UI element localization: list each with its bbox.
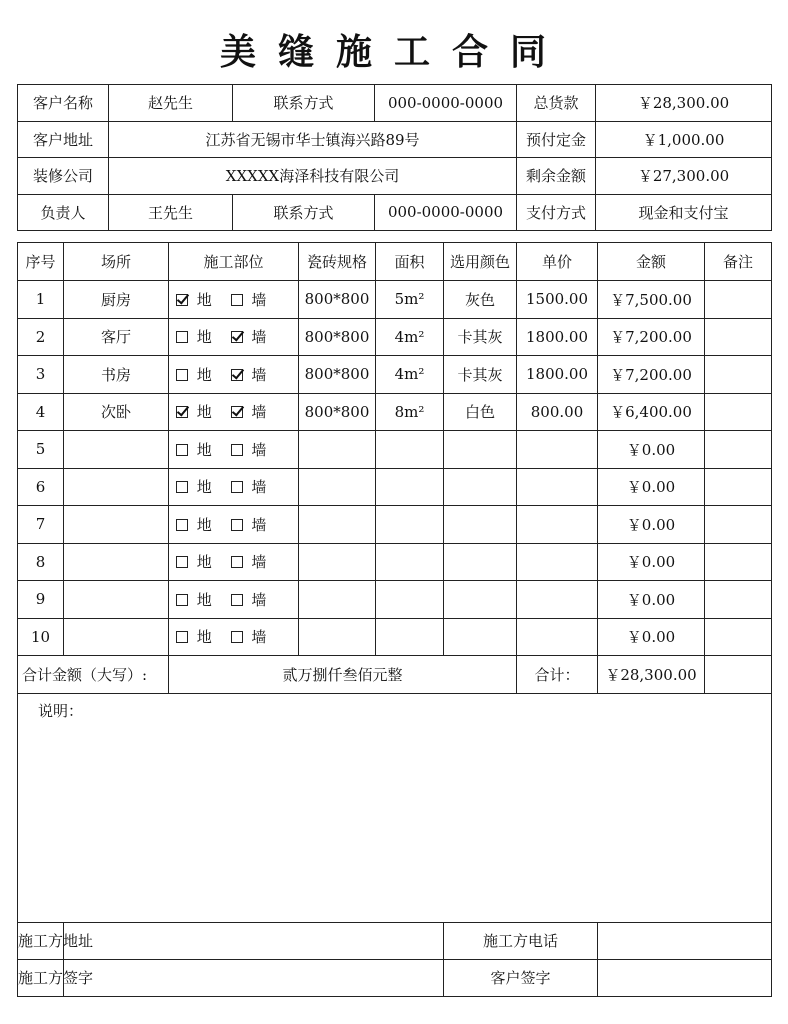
row-price[interactable] [517,431,598,469]
table-row [18,431,772,469]
customer-signature-value[interactable] [598,959,772,996]
customer-name-label: 客户名称 [18,85,109,122]
address-value[interactable]: 江苏省无锡市华士镇海兴路89号 [109,121,517,158]
row-remark[interactable] [705,356,772,394]
info-row-customer [18,85,772,122]
floor-label: 地 [196,553,212,572]
wall-checkbox[interactable] [231,594,243,606]
row-spec[interactable]: 800*800 [299,281,376,319]
row-price[interactable] [517,468,598,506]
contact-value[interactable]: 000-0000-0000 [375,85,517,122]
total-words-value[interactable]: 贰万捌仟叁佰元整 [169,656,517,694]
wall-label: 墙 [251,628,267,647]
row-area[interactable]: 5m² [376,281,444,319]
company-label: 装修公司 [18,158,109,195]
wall-checkbox[interactable] [231,444,243,456]
table-row [18,318,772,356]
row-position [169,468,299,506]
row-spec[interactable]: 800*800 [299,356,376,394]
row-position [169,543,299,581]
row-spec[interactable] [299,468,376,506]
total-remark-cell[interactable] [705,656,772,694]
deposit-value[interactable]: ￥1,000.00 [596,121,772,158]
address-label: 客户地址 [18,121,109,158]
row-position [169,356,299,394]
header-tile-spec: 瓷砖规格 [299,243,376,281]
row-price[interactable] [517,618,598,656]
floor-checkbox[interactable] [176,406,188,418]
table-row [18,468,772,506]
row-color[interactable] [444,618,517,656]
manager-contact-value[interactable]: 000-0000-0000 [375,194,517,231]
row-color[interactable] [444,581,517,619]
row-area[interactable] [376,506,444,544]
row-place[interactable] [64,581,169,619]
wall-label: 墙 [251,328,267,347]
wall-checkbox[interactable] [231,331,243,343]
items-header-row [18,243,772,281]
table-row [18,581,772,619]
total-price-label: 总货款 [517,85,596,122]
row-spec[interactable] [299,543,376,581]
total-sum-label: 合计： [517,656,598,694]
wall-label: 墙 [251,590,267,609]
row-area[interactable] [376,543,444,581]
row-place[interactable] [64,431,169,469]
row-area[interactable]: 8m² [376,393,444,431]
row-no: 4 [18,393,64,431]
remaining-label: 剩余金额 [517,158,596,195]
row-position [169,318,299,356]
row-no: 1 [18,281,64,319]
row-amount[interactable]: ￥0.00 [598,618,705,656]
row-no: 8 [18,543,64,581]
header-position: 施工部位 [169,243,299,281]
floor-label: 地 [196,515,212,534]
row-price[interactable] [517,543,598,581]
table-row [18,506,772,544]
floor-checkbox[interactable] [176,369,188,381]
row-no: 7 [18,506,64,544]
row-no: 5 [18,431,64,469]
row-no: 2 [18,318,64,356]
table-row [18,543,772,581]
floor-checkbox[interactable] [176,331,188,343]
row-place[interactable]: 次卧 [64,393,169,431]
row-place[interactable] [64,543,169,581]
contractor-signature-label: 施工方签字 [18,959,64,996]
row-position [169,393,299,431]
manager-label: 负责人 [18,194,109,231]
row-price[interactable] [517,506,598,544]
contractor-phone-label: 施工方电话 [444,922,598,959]
row-amount[interactable]: ￥7,200.00 [598,356,705,394]
row-remark[interactable] [705,581,772,619]
row-no: 9 [18,581,64,619]
table-row [18,618,772,656]
row-color[interactable] [444,506,517,544]
notes-label: 说明： [38,701,84,720]
header-no: 序号 [18,243,64,281]
deposit-label: 预付定金 [517,121,596,158]
row-no: 3 [18,356,64,394]
row-remark[interactable] [705,618,772,656]
wall-label: 墙 [251,403,267,422]
row-area[interactable] [376,618,444,656]
row-color[interactable]: 卡其灰 [444,356,517,394]
row-price[interactable]: 1800.00 [517,356,598,394]
row-position [169,431,299,469]
wall-label: 墙 [251,553,267,572]
contractor-signature-value[interactable] [64,959,444,996]
remaining-value[interactable]: ￥27,300.00 [596,158,772,195]
row-remark[interactable] [705,506,772,544]
wall-label: 墙 [251,515,267,534]
row-no: 6 [18,468,64,506]
floor-checkbox[interactable] [176,631,188,643]
row-price[interactable] [517,581,598,619]
total-sum-value[interactable]: ￥28,300.00 [598,656,705,694]
row-area[interactable]: 4m² [376,356,444,394]
customer-signature-label: 客户签字 [444,959,598,996]
footer-row-address [18,922,772,959]
wall-checkbox[interactable] [231,481,243,493]
row-color[interactable] [444,468,517,506]
row-position [169,281,299,319]
wall-checkbox[interactable] [231,631,243,643]
row-remark[interactable] [705,543,772,581]
contractor-address-value[interactable] [64,922,444,959]
header-amount: 金额 [598,243,705,281]
wall-checkbox[interactable] [231,369,243,381]
row-position [169,618,299,656]
wall-label: 墙 [251,290,267,309]
row-remark[interactable] [705,468,772,506]
row-place[interactable] [64,468,169,506]
contact-label: 联系方式 [233,85,375,122]
header-place: 场所 [64,243,169,281]
total-words-label: 合计金额（大写）: [18,656,169,694]
notes-area[interactable] [18,693,772,922]
floor-checkbox[interactable] [176,556,188,568]
row-spec[interactable]: 800*800 [299,393,376,431]
wall-label: 墙 [251,478,267,497]
wall-label: 墙 [251,440,267,459]
footer-row-signature [18,959,772,996]
row-area[interactable] [376,468,444,506]
total-price-value[interactable]: ￥28,300.00 [596,85,772,122]
row-area[interactable] [376,431,444,469]
info-row-company [18,158,772,195]
row-amount[interactable]: ￥0.00 [598,506,705,544]
floor-label: 地 [196,403,212,422]
header-unit-price: 单价 [517,243,598,281]
row-price[interactable]: 1800.00 [517,318,598,356]
row-remark[interactable] [705,393,772,431]
header-remark: 备注 [705,243,772,281]
floor-label: 地 [196,440,212,459]
row-spec[interactable]: 800*800 [299,318,376,356]
row-area[interactable]: 4m² [376,318,444,356]
row-amount[interactable]: ￥6,400.00 [598,393,705,431]
info-row-address [18,121,772,158]
table-row [18,281,772,319]
row-no: 10 [18,618,64,656]
floor-label: 地 [196,290,212,309]
customer-info-table [17,84,772,231]
manager-contact-label: 联系方式 [233,194,375,231]
floor-checkbox[interactable] [176,594,188,606]
row-amount[interactable]: ￥0.00 [598,581,705,619]
row-color[interactable]: 卡其灰 [444,318,517,356]
wall-checkbox[interactable] [231,519,243,531]
page-title: 美缝施工合同 [219,31,568,73]
floor-checkbox[interactable] [176,444,188,456]
row-spec[interactable] [299,431,376,469]
header-area: 面积 [376,243,444,281]
row-amount[interactable]: ￥0.00 [598,431,705,469]
wall-checkbox[interactable] [231,294,243,306]
table-row [18,393,772,431]
row-price[interactable]: 1500.00 [517,281,598,319]
payment-method-label: 支付方式 [517,194,596,231]
contractor-address-label: 施工方地址 [18,922,64,959]
row-amount[interactable]: ￥0.00 [598,543,705,581]
floor-label: 地 [196,365,212,384]
row-spec[interactable] [299,581,376,619]
row-place[interactable]: 书房 [64,356,169,394]
row-place[interactable] [64,506,169,544]
row-color[interactable]: 白色 [444,393,517,431]
company-value[interactable]: XXXXX海泽科技有限公司 [109,158,517,195]
row-price[interactable]: 800.00 [517,393,598,431]
row-remark[interactable] [705,431,772,469]
wall-checkbox[interactable] [231,556,243,568]
row-area[interactable] [376,581,444,619]
row-color[interactable] [444,543,517,581]
floor-checkbox[interactable] [176,481,188,493]
floor-checkbox[interactable] [176,519,188,531]
row-place[interactable]: 厨房 [64,281,169,319]
contractor-phone-value[interactable] [598,922,772,959]
row-amount[interactable]: ￥7,500.00 [598,281,705,319]
row-amount[interactable]: ￥0.00 [598,468,705,506]
wall-label: 墙 [251,365,267,384]
floor-label: 地 [196,590,212,609]
floor-label: 地 [196,478,212,497]
row-remark[interactable] [705,318,772,356]
row-place[interactable] [64,618,169,656]
floor-checkbox[interactable] [176,294,188,306]
row-color[interactable]: 灰色 [444,281,517,319]
total-row [18,656,772,694]
row-remark[interactable] [705,281,772,319]
row-position [169,581,299,619]
header-color: 选用颜色 [444,243,517,281]
construction-items-table [17,242,772,997]
manager-value[interactable]: 王先生 [109,194,233,231]
row-spec[interactable] [299,618,376,656]
table-row [18,356,772,394]
row-position [169,506,299,544]
info-row-manager [18,194,772,231]
wall-checkbox[interactable] [231,406,243,418]
row-color[interactable] [444,431,517,469]
notes-row [18,693,772,922]
floor-label: 地 [196,328,212,347]
payment-method-value[interactable]: 现金和支付宝 [596,194,772,231]
floor-label: 地 [196,628,212,647]
customer-name-value[interactable]: 赵先生 [109,85,233,122]
row-place[interactable]: 客厅 [64,318,169,356]
row-spec[interactable] [299,506,376,544]
row-amount[interactable]: ￥7,200.00 [598,318,705,356]
